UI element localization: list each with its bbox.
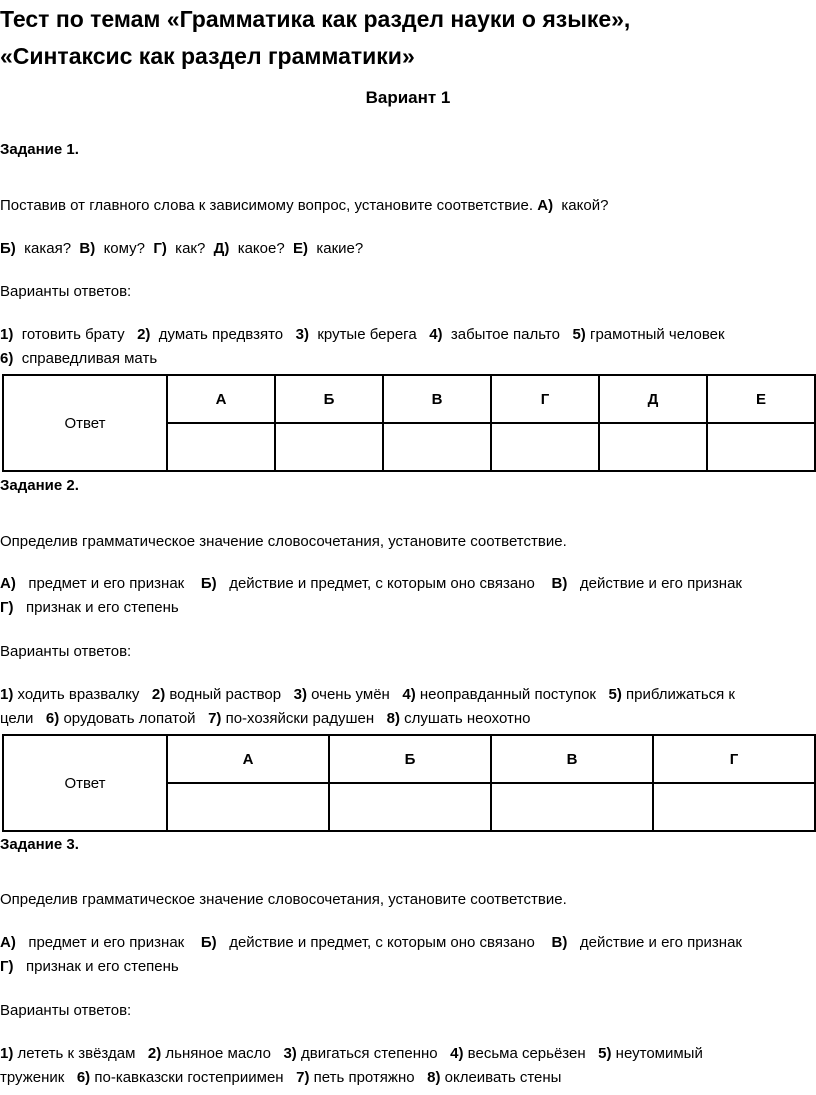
answer-num: 4): [429, 326, 443, 343]
task-2-option-letter: Б): [200, 575, 217, 592]
task-2-option-text: действие и предмет, с которым оно связано: [229, 575, 535, 592]
answer-col-header: В: [383, 375, 491, 423]
task-3-options-line-1: [0, 934, 742, 951]
answer-text: двигаться степенно: [300, 1045, 438, 1062]
answer-text: слушать неохотно: [404, 710, 531, 727]
answer-cell[interactable]: [491, 423, 599, 471]
answer-text: орудовать лопатой: [63, 710, 196, 727]
task-2-option-letter: В): [551, 575, 568, 592]
answer-num: 6): [76, 1069, 91, 1086]
task-2-option-letter: А): [0, 575, 16, 592]
task-2-options-line-2: [0, 599, 179, 616]
task-1-instruction-line: [0, 197, 608, 214]
answer-table-label: Ответ: [3, 375, 167, 471]
answer-num: 7): [208, 710, 222, 727]
task-1-option-text: кому?: [103, 240, 145, 257]
task-1-option-letter: Е): [293, 240, 309, 257]
answer-num: 1): [0, 326, 14, 343]
task-1-instruction: Поставив от главного слова к зависимому вопрос, установите соответствие.: [0, 197, 534, 214]
answer-col-header: Г: [491, 375, 599, 423]
answer-col-header: Б: [329, 735, 491, 783]
answer-text: думать предвзято: [158, 326, 284, 343]
answer-table-label: Ответ: [3, 735, 167, 831]
task-1-option-text: какое?: [237, 240, 285, 257]
task-3-option-text: действие и предмет, с которым оно связано: [229, 934, 535, 951]
task-2-option-letter: Г): [0, 599, 14, 616]
task-1-option-letter: Б): [0, 240, 16, 257]
task-1-option-text: какой?: [561, 197, 609, 214]
answer-num: 2): [151, 686, 166, 703]
task-2-variants-label: Варианты ответов:: [0, 643, 132, 660]
answer-num: 5): [572, 326, 586, 343]
task-3-instruction: Определив грамматическое значение словосочетания, установите соответствие.: [0, 891, 567, 908]
answer-text: приближаться к: [626, 686, 735, 703]
answer-num: 4): [450, 1045, 464, 1062]
task-2-instruction: Определив грамматическое значение словосочетания, установите соответствие.: [0, 533, 567, 550]
task-1-option-text: какие?: [316, 240, 364, 257]
task-3-option-letter: Б): [200, 934, 217, 951]
answer-cell[interactable]: [329, 783, 491, 831]
answer-text: петь протяжно: [313, 1069, 415, 1086]
answer-text: оклеивать стены: [444, 1069, 562, 1086]
answer-text: по-хозяйски радушен: [225, 710, 375, 727]
task-1-variants-label: Варианты ответов:: [0, 283, 132, 300]
task-1-answer-table: [2, 374, 816, 472]
task-3-variants-label: Варианты ответов:: [0, 1002, 132, 1019]
task-1-option-letter: А): [537, 197, 554, 214]
task-3-option-text: действие и его признак: [579, 934, 742, 951]
answer-text: забытое пальто: [450, 326, 560, 343]
answer-text: неоправданный поступок: [419, 686, 596, 703]
task-3-heading: Задание 3.: [0, 836, 79, 853]
answer-text: труженик: [0, 1069, 65, 1086]
answer-text: весьма серьёзен: [467, 1045, 586, 1062]
answer-num: 1): [0, 1045, 14, 1062]
task-3-options-line-2: [0, 958, 179, 975]
answer-text: по-кавказски гостеприимен: [94, 1069, 284, 1086]
answer-num: 2): [137, 326, 151, 343]
page-title-line-1: Тест по темам «Грамматика как раздел науки о языке»,: [0, 6, 631, 32]
answer-text: ходить вразвалку: [17, 686, 140, 703]
answer-text: готовить брату: [21, 326, 125, 343]
answer-cell[interactable]: [167, 423, 275, 471]
task-2-option-text: действие и его признак: [579, 575, 742, 592]
task-1-option-letter: Г): [153, 240, 167, 257]
variant-heading: Вариант 1: [365, 88, 451, 107]
answer-num: 3): [293, 686, 307, 703]
task-3-option-letter: В): [551, 934, 568, 951]
task-1-options-line: [0, 240, 363, 257]
task-2-answers-line-1: [0, 686, 735, 703]
answer-num: 4): [402, 686, 416, 703]
answer-col-header: А: [167, 375, 275, 423]
answer-text: грамотный человек: [589, 326, 725, 343]
answer-cell[interactable]: [167, 783, 329, 831]
answer-num: 8): [386, 710, 400, 727]
task-1-heading: Задание 1.: [0, 141, 79, 158]
answer-cell[interactable]: [653, 783, 815, 831]
page-title-line-2: «Синтаксис как раздел грамматики»: [0, 43, 415, 69]
answer-col-header: Г: [653, 735, 815, 783]
task-1-option-letter: В): [79, 240, 96, 257]
answer-num: 5): [608, 686, 622, 703]
task-3-option-letter: Г): [0, 958, 14, 975]
answer-num: 7): [296, 1069, 310, 1086]
answer-num: 3): [295, 326, 309, 343]
task-3-answers-line-2: [0, 1069, 561, 1086]
answer-cell[interactable]: [275, 423, 383, 471]
answer-num: 3): [283, 1045, 297, 1062]
task-1-option-text: как?: [175, 240, 206, 257]
answer-col-header: Е: [707, 375, 815, 423]
answer-col-header: Д: [599, 375, 707, 423]
answer-cell[interactable]: [491, 783, 653, 831]
answer-num: 2): [147, 1045, 162, 1062]
answer-text: цели: [0, 710, 34, 727]
answer-num: 6): [45, 710, 60, 727]
answer-text: лететь к звёздам: [17, 1045, 136, 1062]
task-2-options-line-1: [0, 575, 742, 592]
task-1-answers-line-1: [0, 326, 725, 343]
answer-text: очень умён: [311, 686, 390, 703]
answer-num: 8): [427, 1069, 441, 1086]
answer-num: 6): [0, 350, 14, 367]
answer-text: льняное масло: [165, 1045, 271, 1062]
answer-text: справедливая мать: [21, 350, 158, 367]
answer-cell[interactable]: [383, 423, 491, 471]
answer-text: неутомимый: [615, 1045, 703, 1062]
task-3-option-text: предмет и его признак: [28, 934, 185, 951]
task-3-answers-line-1: [0, 1045, 703, 1062]
answer-text: водный раствор: [169, 686, 282, 703]
task-2-option-text: признак и его степень: [26, 599, 179, 616]
answer-col-header: А: [167, 735, 329, 783]
answer-cell[interactable]: [599, 423, 707, 471]
answer-text: крутые берега: [317, 326, 417, 343]
task-1-option-text: какая?: [24, 240, 72, 257]
answer-col-header: Б: [275, 375, 383, 423]
answer-cell[interactable]: [707, 423, 815, 471]
task-3-option-text: признак и его степень: [26, 958, 179, 975]
task-1-answers-line-2: [0, 350, 157, 367]
task-2-answers-line-2: [0, 710, 530, 727]
task-2-heading: Задание 2.: [0, 477, 79, 494]
answer-num: 5): [598, 1045, 612, 1062]
answer-col-header: В: [491, 735, 653, 783]
task-3-option-letter: А): [0, 934, 16, 951]
answer-num: 1): [0, 686, 14, 703]
task-2-answer-table: [2, 734, 816, 832]
task-2-option-text: предмет и его признак: [28, 575, 185, 592]
task-1-option-letter: Д): [213, 240, 230, 257]
